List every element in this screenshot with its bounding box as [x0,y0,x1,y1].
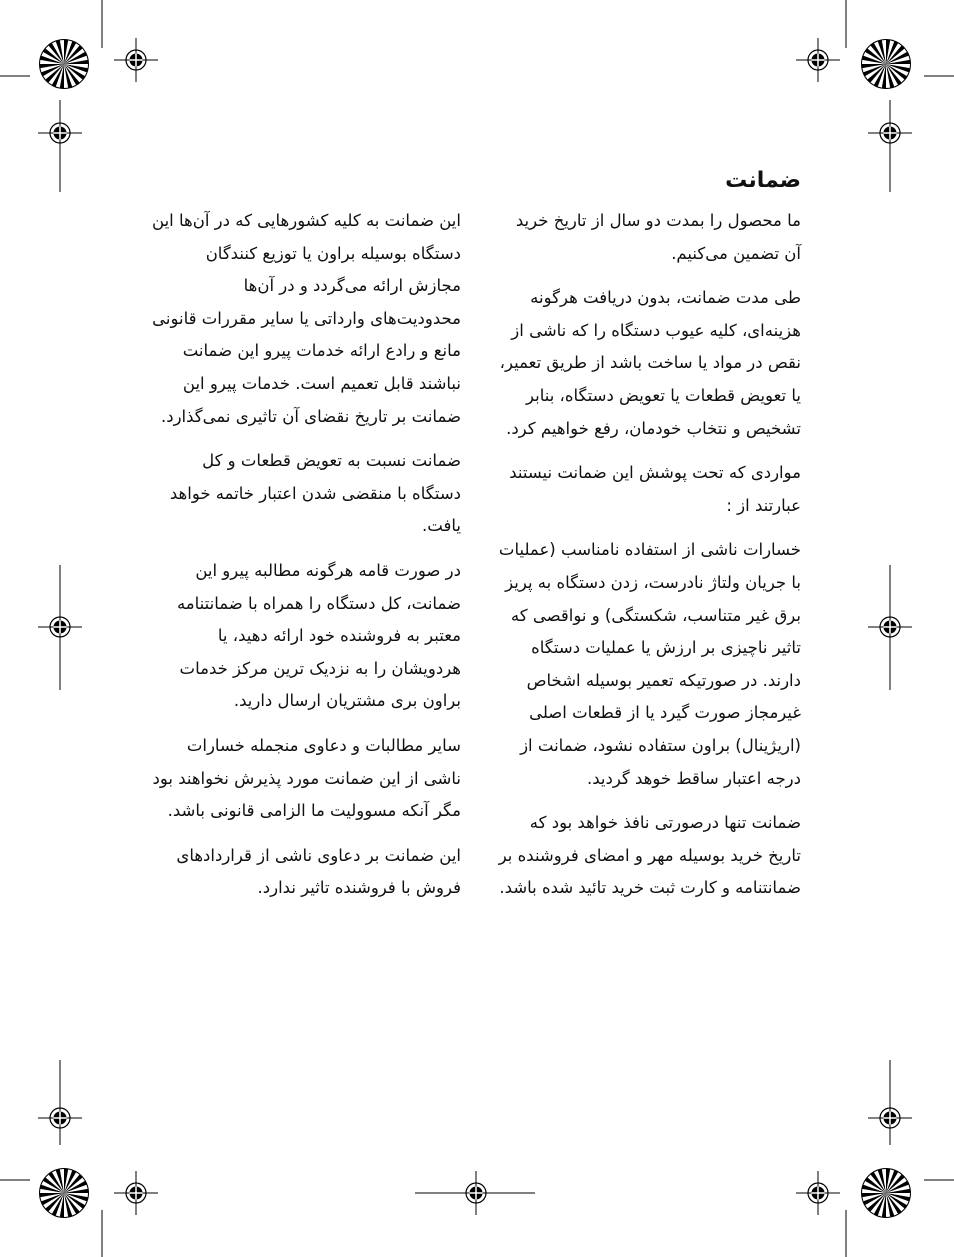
exclusions-paragraph: خسارات ناشی از استفاده نامناسب (عملیات با جریان ولتاژ نادرست، زدن دستگاه به پریز برق غیر متناسب، شکستگی) و نواقصی که تاثیر ناچیزی بر ارزش یا عملیات دستگاه دارند. در صورتیکه تعمیر بوسیله اشخاص غیرمجاز صورت گیرد یا از قطعات اصلی (اریژینال) براون ستفاده نشود، ضمانت از درجه اعتبار ساقط خوهد گردید. [498,540,801,788]
sales-contract-paragraph: این ضمانت بر دعاوی ناشی از قراردادهای فروش با فروشنده تاثیر ندارد. [176,845,461,898]
exclusions-intro-paragraph: مواردی که تحت پوشش این ضمانت نیستند عبارتند از : [509,463,801,515]
territory-paragraph: این ضمانت به کلیه کشورهایی که در آن‌ها این دستگاه بوسیله براون یا توزیع کنندگان مجازش ارائه می‌گردد و در آن‌ها محدودیت‌های وارداتی یا سایر مقررات قانونی مانع و رادع ارائه خدمات پیرو این ضمانت نباشند قابل تعمیم است. خدمات پیرو این ضمانت بر تاریخ نقضای آن تاثیری نمی‌گذارد. [152,211,461,426]
warranty-period-paragraph: ما محصول را بمدت دو سال از تاریخ خرید آن تضمین می‌کنیم. [515,211,801,263]
starburst-target-icon [39,39,89,89]
left-column [152,205,461,917]
replacement-paragraph: ضمانت نسبت به تعویض قطعات و کل دستگاه با منقضی شدن اعتبار خاتمه خواهد یافت. [169,451,461,536]
starburst-target-icon [861,1168,911,1218]
claim-procedure-paragraph: در صورت قامه هرگونه مطالبه پیرو این ضمانت، کل دستگاه را همراه با ضمانتنامه معتبر به فروشنده خود ارائه دهید، یا هردویشان را به نزدیک ترین مرکز خدمات براون بری مشتریان ارسال دارید. [176,560,461,711]
starburst-target-icon [39,1168,89,1218]
other-claims-paragraph: سایر مطالبات و دعاوی منجمله خسارات ناشی از این ضمانت مورد پذیرش نخواهند بود مگر آنکه مسوولیت ما الزامی قانونی باشد. [152,735,461,821]
starburst-target-icon [861,39,911,89]
page-heading: ضمانت [725,168,801,193]
warranty-coverage-paragraph: طی مدت ضمانت، بدون دریافت هرگونه هزینه‌ای، کلیه عیوب دستگاه را که ناشی از نقص در مواد یا ساخت باشد از طریق تعمیر، یا تعویض قطعات یا تعویض دستگاه، بنابر تشخیص و نتخاب خودمان، رفع خواهیم کرد. [499,288,801,438]
validity-condition-paragraph: ضمانت تنها درصورتی نافذ خواهد بود که تاریخ خرید بوسیله مهر و امضای فروشنده بر ضمانتنامه و کارت ثبت خرید تائید شده باشد. [498,813,801,898]
right-column [494,205,801,917]
